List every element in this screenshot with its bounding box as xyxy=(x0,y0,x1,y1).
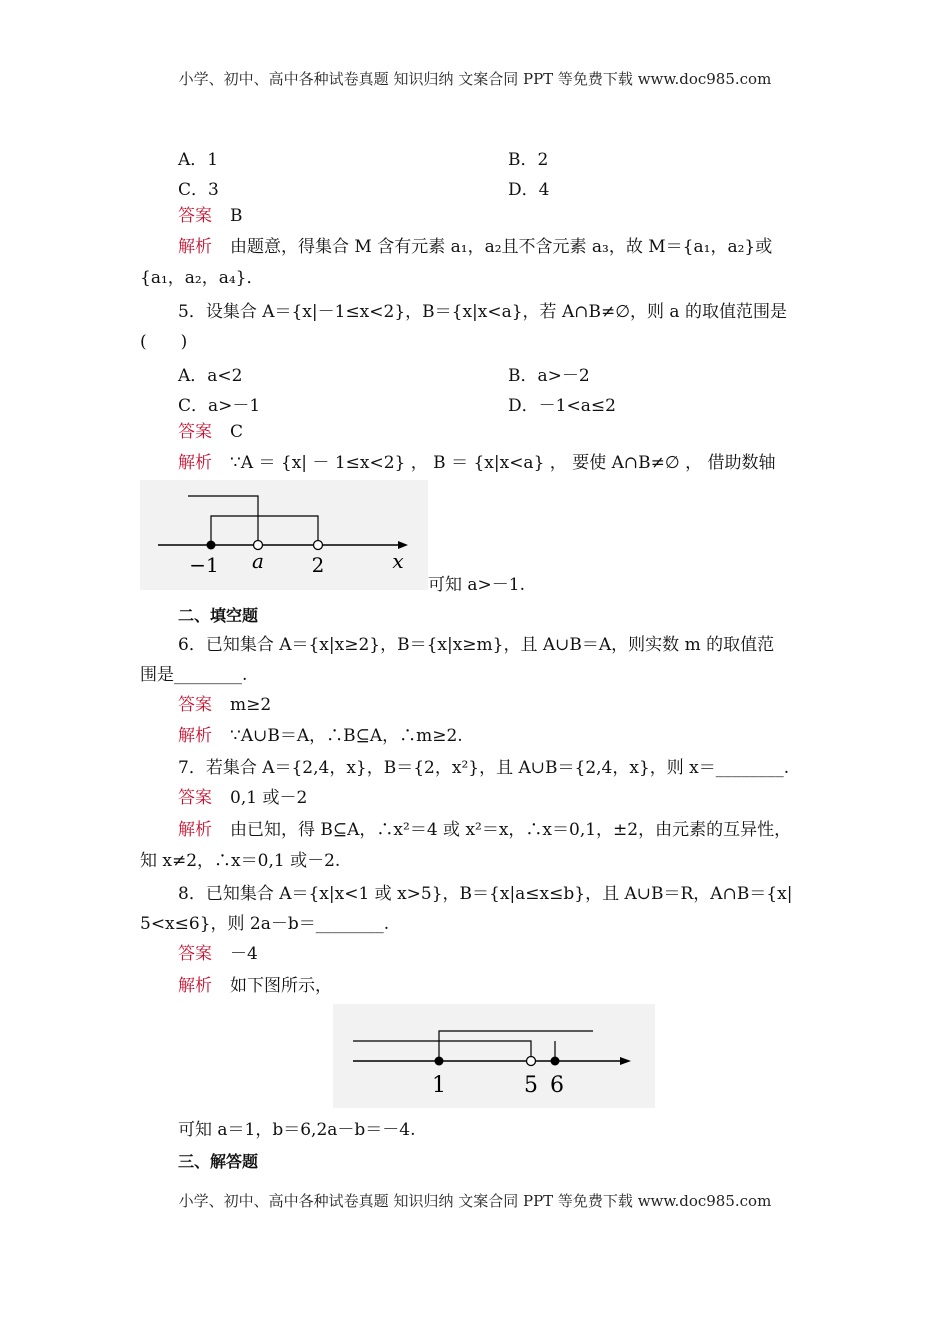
section-fill-in-title: 二、填空题 xyxy=(178,606,259,625)
q4-answer: B xyxy=(230,206,243,226)
q7-answer-line xyxy=(178,786,307,810)
answer-label: 答案 xyxy=(178,695,212,715)
tick-label-a: a xyxy=(252,549,264,573)
q5-number-line-figure xyxy=(140,480,428,590)
q5-answer: C xyxy=(230,422,244,442)
q8-analysis: 如下图所示， xyxy=(230,976,332,996)
q6-answer-line xyxy=(178,693,271,717)
q8-answer-line xyxy=(178,942,258,966)
q7-answer: 0,1 或－2 xyxy=(230,788,308,808)
q7-analysis-line xyxy=(178,818,791,842)
analysis-label: 解析 xyxy=(178,453,212,473)
analysis-label: 解析 xyxy=(178,820,212,840)
q8-stem-2: 5<x≤6}，则 2a－b＝________. xyxy=(140,914,390,934)
q5-stem-1: 5．设集合 A＝{x|－1≤x<2}，B＝{x|x<a}，若 A∩B≠∅，则 a 的取值范围是 xyxy=(178,302,787,322)
q5-option-d: D．－1<a≤2 xyxy=(508,396,616,416)
q4-answer-line xyxy=(178,204,243,228)
figure-background xyxy=(333,1004,655,1108)
tick-label-5: 5 xyxy=(524,1073,538,1098)
q5-option-a: A．a<2 xyxy=(178,366,243,386)
q4-analysis-1: 由题意，得集合 M 含有元素 a₁，a₂且不含元素 a₃，故 M＝{a₁，a₂}或 xyxy=(230,237,773,257)
q4-option-d: D．4 xyxy=(508,180,550,200)
section-solution-title: 三、解答题 xyxy=(178,1152,259,1171)
q5-conclusion: 可知 a>－1. xyxy=(428,575,526,595)
q5-option-b: B．a>－2 xyxy=(508,366,590,386)
q7-analysis-2: 知 x≠2，∴x＝0,1 或－2. xyxy=(140,851,341,871)
q5-answer-line xyxy=(178,420,243,444)
q6-analysis-line xyxy=(178,724,463,748)
answer-label: 答案 xyxy=(178,944,212,964)
q8-answer: －4 xyxy=(230,944,258,964)
tick-label-1: 1 xyxy=(432,1073,446,1098)
tick-label-minus1: −1 xyxy=(189,553,219,577)
q6-stem-1: 6．已知集合 A＝{x|x≥2}，B＝{x|x≥m}，且 A∪B＝A，则实数 m 的取值范 xyxy=(178,635,775,655)
q6-stem-2: 围是________. xyxy=(140,665,248,685)
tick-label-6: 6 xyxy=(550,1073,564,1098)
closed-point-minus1 xyxy=(207,541,216,550)
answer-label: 答案 xyxy=(178,788,212,808)
open-point-2 xyxy=(314,541,323,550)
analysis-label: 解析 xyxy=(178,726,212,746)
q6-analysis: ∵A∪B＝A，∴B⊆A，∴m≥2. xyxy=(230,726,463,746)
q7-analysis-1: 由已知，得 B⊆A，∴x²＝4 或 x²＝x，∴x＝0,1，±2，由元素的互异性， xyxy=(230,820,792,840)
q8-number-line-figure xyxy=(333,1004,655,1108)
q4-option-b: B．2 xyxy=(508,150,549,170)
q8-analysis-line xyxy=(178,974,332,998)
q4-option-c: C．3 xyxy=(178,180,219,200)
q4-analysis-line xyxy=(178,235,772,259)
q5-option-c: C．a>－1 xyxy=(178,396,261,416)
q7-stem: 7．若集合 A＝{2,4，x}，B＝{2，x²}，且 A∪B＝{2,4，x}，则 x＝________. xyxy=(178,758,790,778)
answer-label: 答案 xyxy=(178,206,212,226)
closed-point-6 xyxy=(551,1057,560,1066)
q4-analysis-2: {a₁，a₂，a₄}． xyxy=(140,268,264,288)
q4-option-a: A．1 xyxy=(178,150,219,170)
analysis-label: 解析 xyxy=(178,976,212,996)
q5-analysis: ∵A ＝ {x| － 1≤x<2} ， B ＝ {x|x<a} ， 要使 A∩B≠∅ ， 借助数轴 xyxy=(230,453,776,473)
open-point-5 xyxy=(527,1057,536,1066)
q6-answer: m≥2 xyxy=(230,695,272,715)
page-footer: 小学、初中、高中各种试卷真题 知识归纳 文案合同 PPT 等免费下载 www.doc985.com xyxy=(178,1192,772,1210)
closed-point-1 xyxy=(435,1057,444,1066)
q8-stem-1: 8．已知集合 A＝{x|x<1 或 x>5}，B＝{x|a≤x≤b}，且 A∪B＝R，A∩B＝{x| xyxy=(178,884,793,904)
q5-analysis-line xyxy=(178,451,775,475)
page-header: 小学、初中、高中各种试卷真题 知识归纳 文案合同 PPT 等免费下载 www.doc985.com xyxy=(178,70,772,88)
tick-label-2: 2 xyxy=(311,553,325,577)
figure-background xyxy=(140,480,428,590)
q5-stem-2: ( ) xyxy=(140,332,188,352)
analysis-label: 解析 xyxy=(178,237,212,257)
answer-label: 答案 xyxy=(178,422,212,442)
q8-conclusion: 可知 a＝1，b＝6,2a－b＝－4. xyxy=(178,1120,416,1140)
axis-label-x: x xyxy=(392,549,404,573)
